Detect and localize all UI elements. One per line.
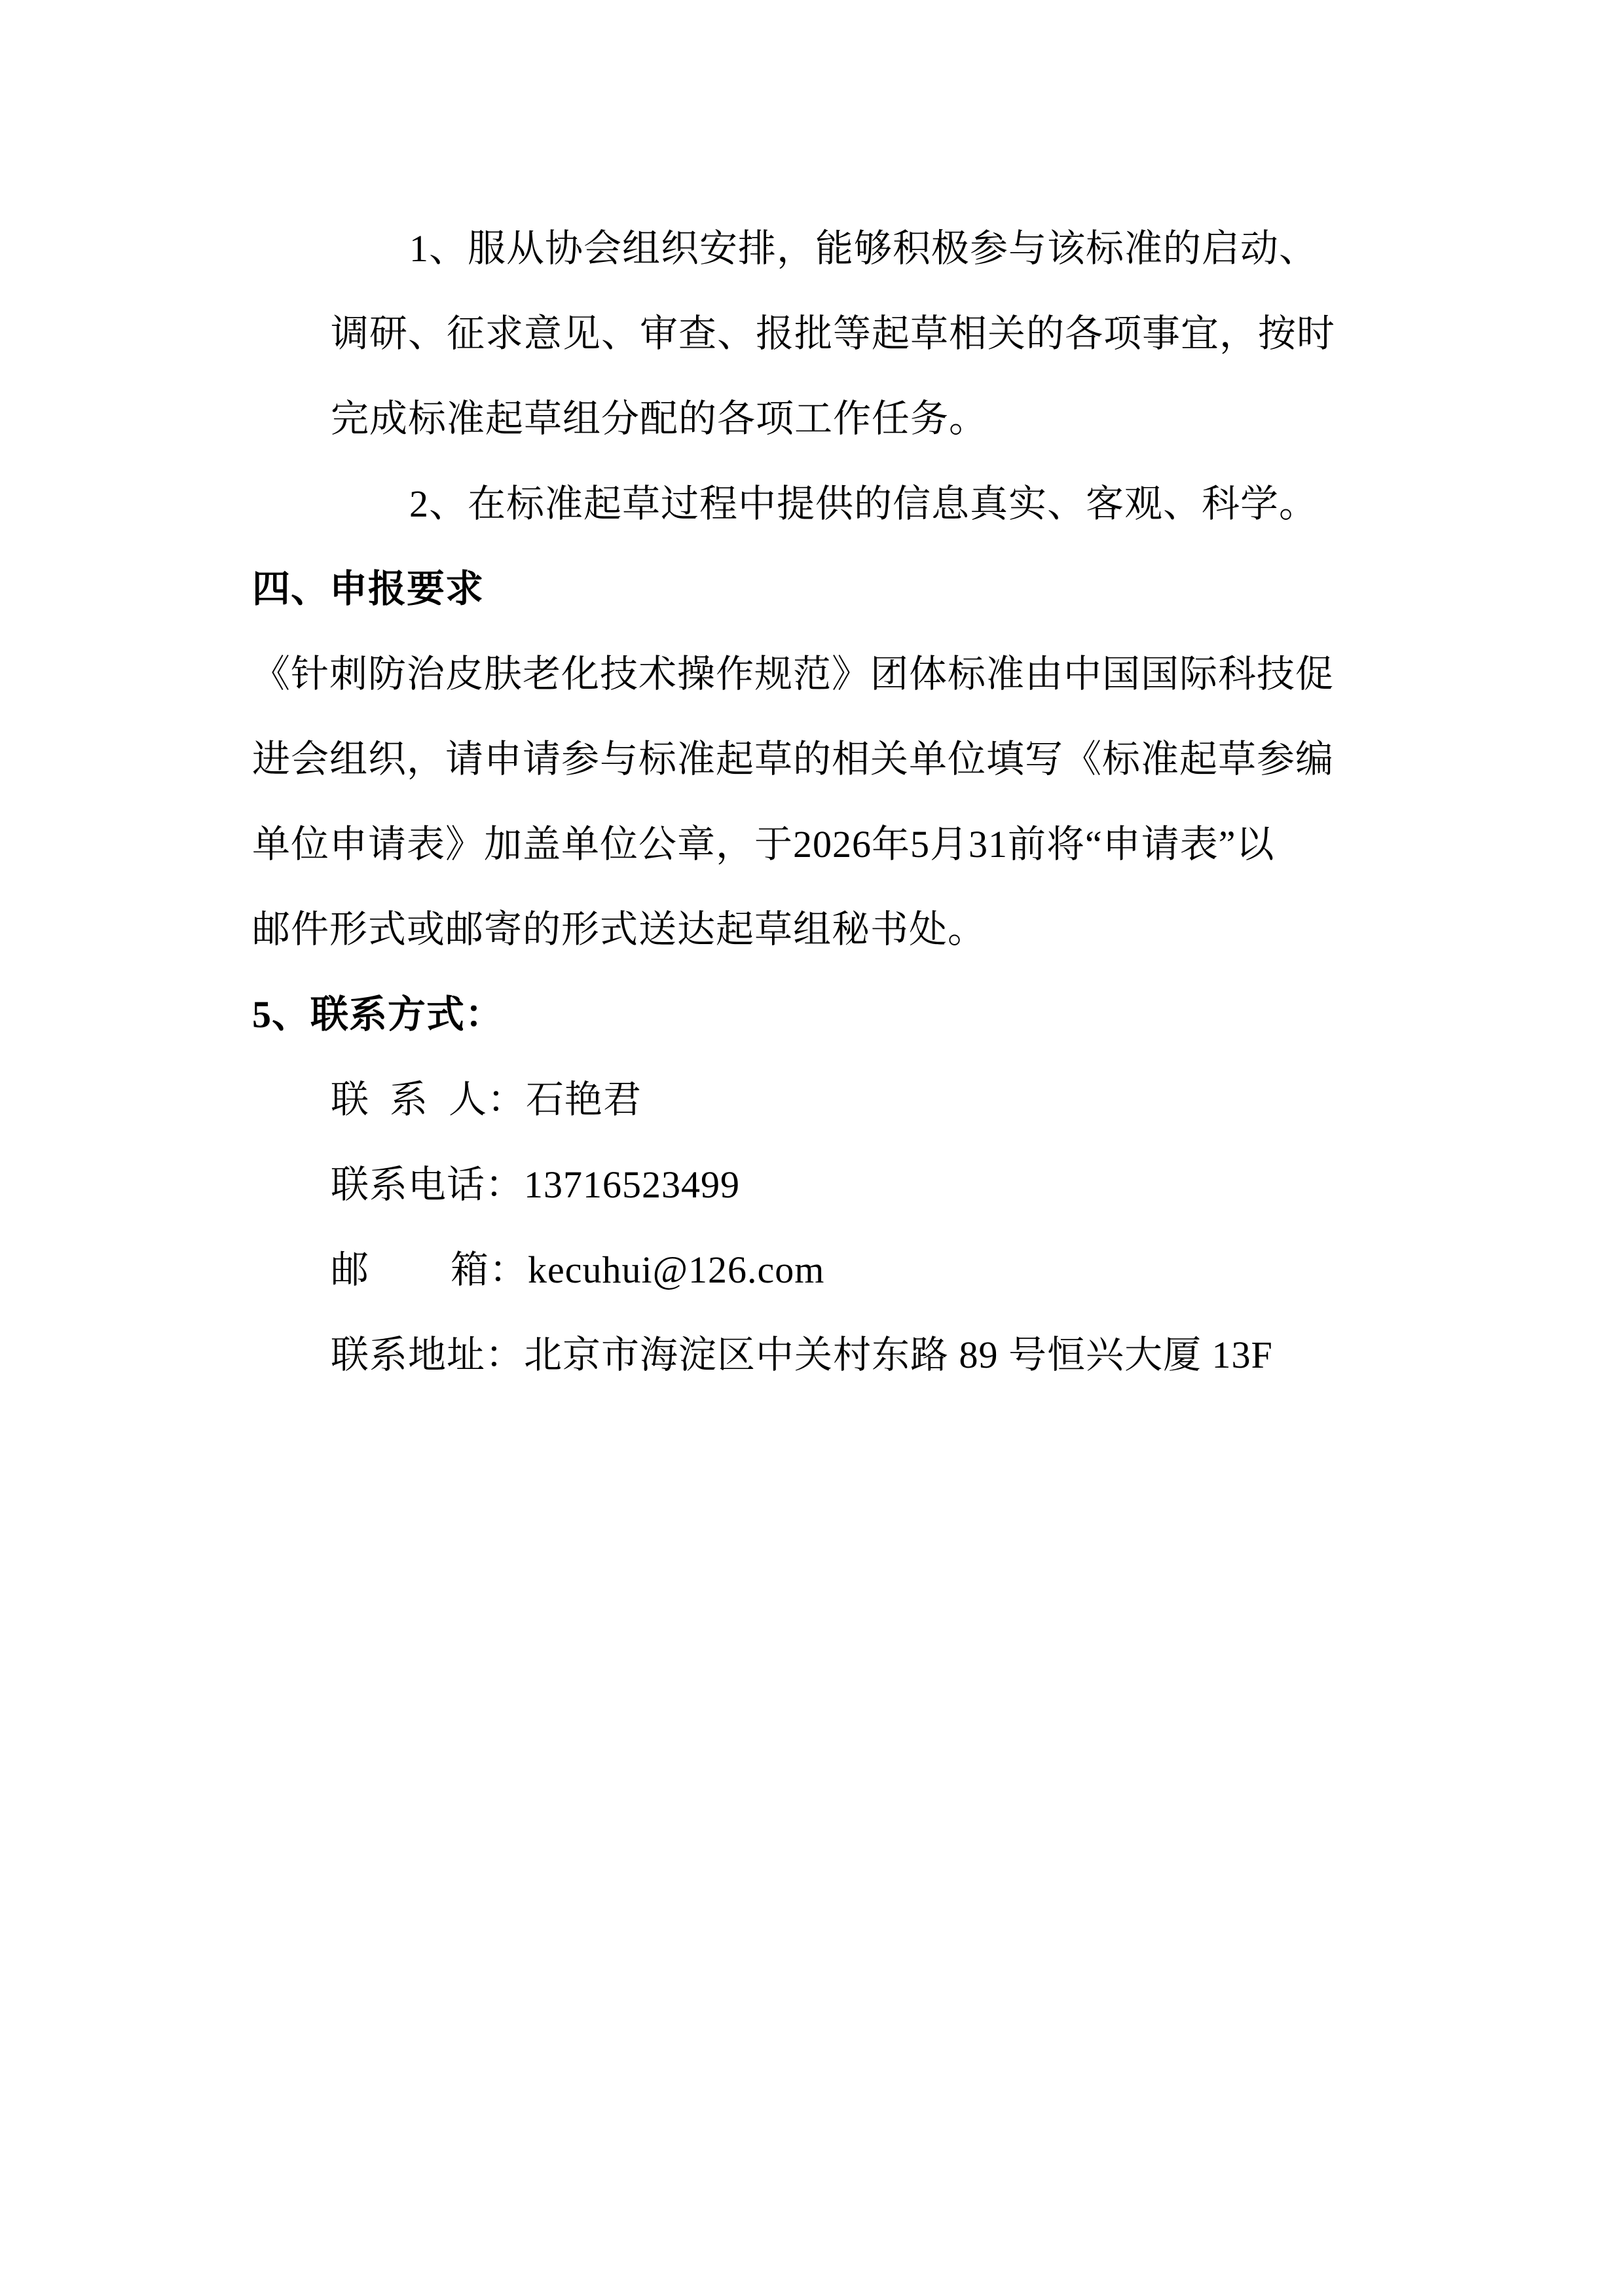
text-line: 1、服从协会组织安排，能够积极参与该标准的启动、: [409, 227, 1318, 270]
document-body: [252, 206, 1365, 1398]
text-line: 完成标准起草组分配的各项工作任务。: [331, 397, 988, 440]
text-line: 调研、征求意见、审查、报批等起草相关的各项事宜，按时: [331, 312, 1336, 355]
text-line: 单位申请表》加盖单位公章，于2026年5月31前将“申请表”以: [252, 823, 1275, 866]
text-line: 联系电话：13716523499: [331, 1163, 741, 1206]
text-line: 邮件形式或邮寄的形式送达起草组秘书处。: [252, 908, 987, 951]
text-line: 2、在标准起草过程中提供的信息真实、客观、科学。: [409, 483, 1318, 525]
text-line: 《针刺防治皮肤老化技术操作规范》团体标准由中国国际科技促: [252, 653, 1335, 695]
text-line: 联系地址：北京市海淀区中关村东路 89 号恒兴大厦 13F: [331, 1334, 1273, 1376]
heading-line: 5、联系方式：: [252, 993, 504, 1036]
text-line: 邮 箱：kecuhui@126.com: [331, 1248, 825, 1291]
text-line: 联 系 人：石艳君: [331, 1078, 642, 1121]
heading-line: 四、申报要求: [252, 568, 485, 610]
text-line: 进会组织，请申请参与标准起草的相关单位填写《标准起草参编: [252, 738, 1335, 780]
